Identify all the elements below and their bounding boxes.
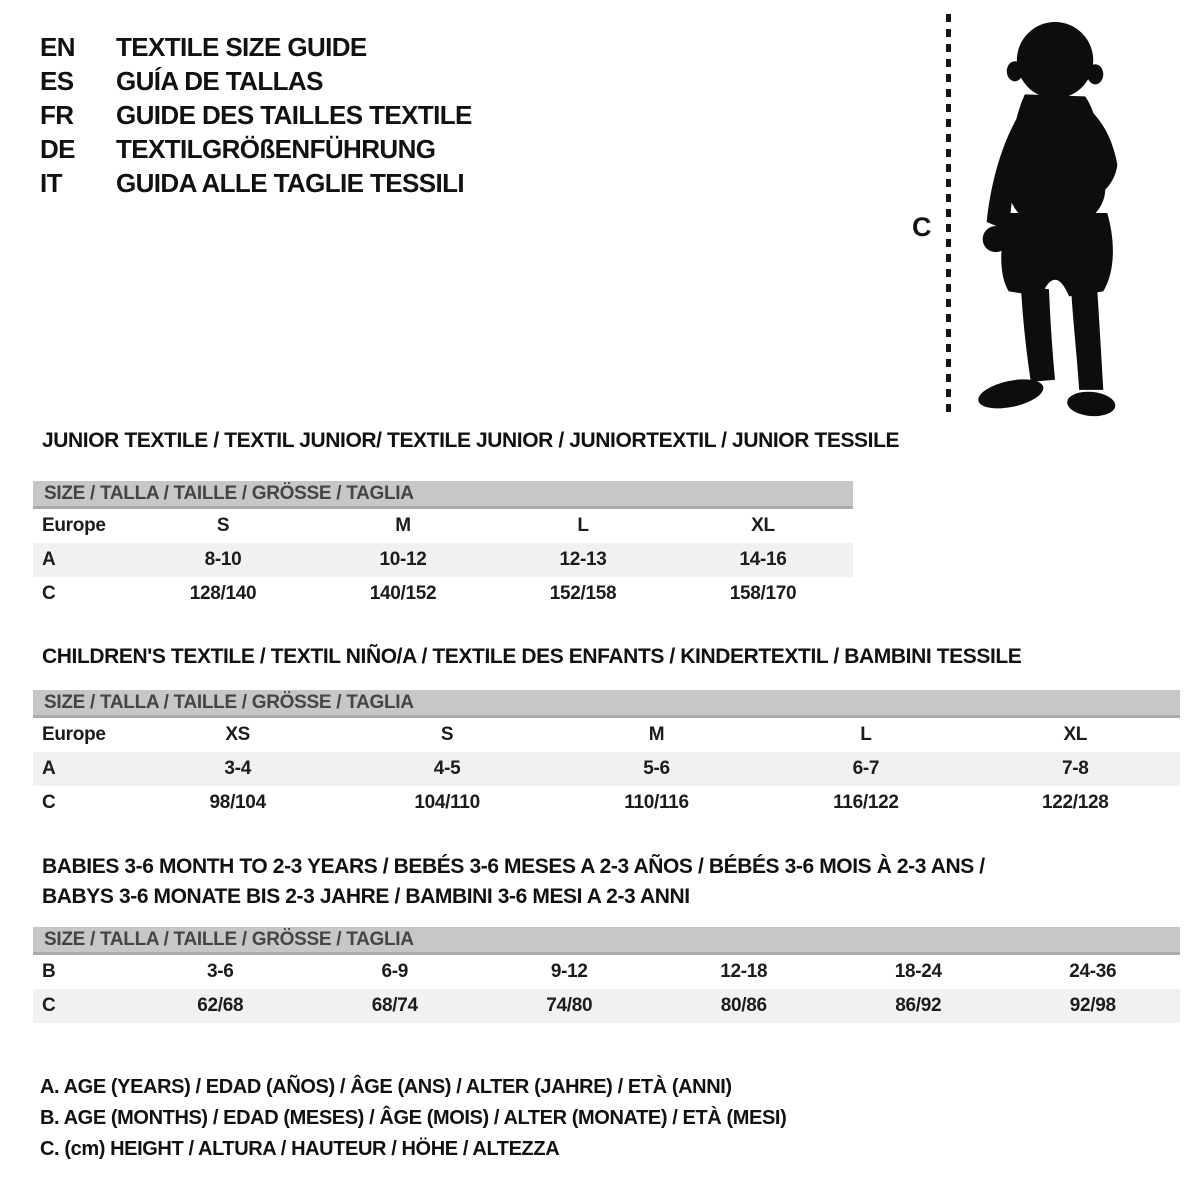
table-row [33,577,853,611]
height-measure-label: C [912,212,932,242]
row-label: A [42,549,56,570]
row-label: Europe [42,724,106,745]
table-row [33,543,853,577]
table-row [33,509,853,543]
table-row [33,752,1180,786]
table-cell: 3-4 [224,758,251,779]
height-measure-dashed-line [946,14,951,418]
section-babies-textile [33,852,1180,1023]
table-cell: XS [225,724,251,745]
note-age-months: B. AGE (MONTHS) / EDAD (MESES) / ÂGE (MOIS) / ALTER (MONATE) / ETÀ (MESI) [40,1107,787,1129]
table-cell: 12-13 [559,549,607,570]
table-row [33,786,1180,820]
table-cell: 62/68 [197,995,244,1016]
language-row [40,98,472,132]
table-cell: 68/74 [371,995,418,1016]
table-cell: 110/116 [624,792,689,813]
table-cell: 14-16 [739,549,787,570]
language-code: DE [40,134,75,164]
language-code: ES [40,66,74,96]
table-cell: 86/92 [895,995,942,1016]
table-cell: 104/110 [414,792,480,813]
table-row [33,989,1180,1023]
table-cell: 140/152 [369,583,437,604]
language-row [40,132,472,166]
table-cell: 18-24 [894,961,942,982]
table-row [33,955,1180,989]
table-cell: 92/98 [1069,995,1116,1016]
section-title-line: JUNIOR TEXTILE / TEXTIL JUNIOR/ TEXTILE JUNIOR / JUNIORTEXTIL / JUNIOR TESSILE [42,429,900,452]
table-cell: 6-7 [852,758,880,779]
row-label: C [42,995,56,1016]
size-table [33,955,1180,1023]
section-junior-textile [33,426,900,611]
language-row [40,64,472,98]
table-cell: 158/170 [729,583,797,604]
language-row [40,30,472,64]
table-cell: 24-36 [1069,961,1117,982]
table-cell: 5-6 [643,758,670,779]
row-label: Europe [42,515,106,536]
size-header-bar: SIZE / TALLA / TAILLE / GRÖSSE / TAGLIA [33,481,853,509]
guide-title: TEXTILE SIZE GUIDE [116,32,367,62]
table-cell: M [395,515,411,536]
section-title-line: CHILDREN'S TEXTILE / TEXTIL NIÑO/A / TEXTILE DES ENFANTS / KINDERTEXTIL / BAMBINI TESSILE [42,645,1022,668]
guide-title: GUÍA DE TALLAS [116,66,323,96]
table-cell: 152/158 [549,583,617,604]
guide-title: GUIDA ALLE TAGLIE TESSILI [116,168,465,198]
table-cell: M [648,724,665,745]
section-title [33,852,1180,912]
language-code: IT [40,168,62,198]
table-cell: 12-18 [720,961,768,982]
note-height-cm: C. (cm) HEIGHT / ALTURA / HAUTEUR / HÖHE / ALTEZZA [40,1138,560,1160]
section-title-line: BABYS 3-6 MONATE BIS 2-3 JAHRE / BAMBINI 3-6 MESI A 2-3 ANNI [42,885,690,908]
table-cell: 128/140 [189,583,257,604]
table-cell: 74/80 [546,995,593,1016]
section-title [33,426,900,456]
table-cell: 4-5 [433,758,461,779]
table-cell: 8-10 [204,549,242,570]
table-cell: S [216,515,230,536]
language-code: FR [40,100,74,130]
table-cell: 9-12 [550,961,588,982]
row-label: B [42,961,56,982]
size-header-bar: SIZE / TALLA / TAILLE / GRÖSSE / TAGLIA [33,927,1180,955]
size-table [33,509,853,611]
table-cell: 7-8 [1062,758,1089,779]
table-cell: S [440,724,454,745]
section-title-line: BABIES 3-6 MONTH TO 2-3 YEARS / BEBÉS 3-6 MESES A 2-3 AÑOS / BÉBÉS 3-6 MOIS À 2-3 ANS / [42,855,985,878]
table-cell: XL [751,515,775,536]
toddler-silhouette-icon [964,16,1136,418]
table-cell: 80/86 [720,995,767,1016]
guide-title: GUIDE DES TAILLES TEXTILE [116,100,472,130]
row-label: C [42,792,56,813]
section-title [33,642,1180,672]
table-cell: L [577,515,589,536]
table-cell: L [860,724,872,745]
table-cell: 116/122 [833,792,899,813]
row-label: A [42,758,56,779]
table-cell: 122/128 [1041,792,1109,813]
language-title-list [40,30,472,200]
table-cell: 6-9 [381,961,409,982]
table-row [33,718,1180,752]
row-label: C [42,583,56,604]
table-cell: 98/104 [209,792,266,813]
note-age-years: A. AGE (YEARS) / EDAD (AÑOS) / ÂGE (ANS) / ALTER (JAHRE) / ETÀ (ANNI) [40,1076,732,1098]
section-childrens-textile [33,642,1180,820]
size-header-bar: SIZE / TALLA / TAILLE / GRÖSSE / TAGLIA [33,690,1180,718]
language-row [40,166,472,200]
table-cell: XL [1063,724,1088,745]
table-cell: 10-12 [379,549,427,570]
guide-title: TEXTILGRÖßENFÜHRUNG [116,134,436,164]
language-code: EN [40,32,75,62]
legend-notes [40,1072,786,1165]
size-table [33,718,1180,820]
table-cell: 3-6 [206,961,234,982]
